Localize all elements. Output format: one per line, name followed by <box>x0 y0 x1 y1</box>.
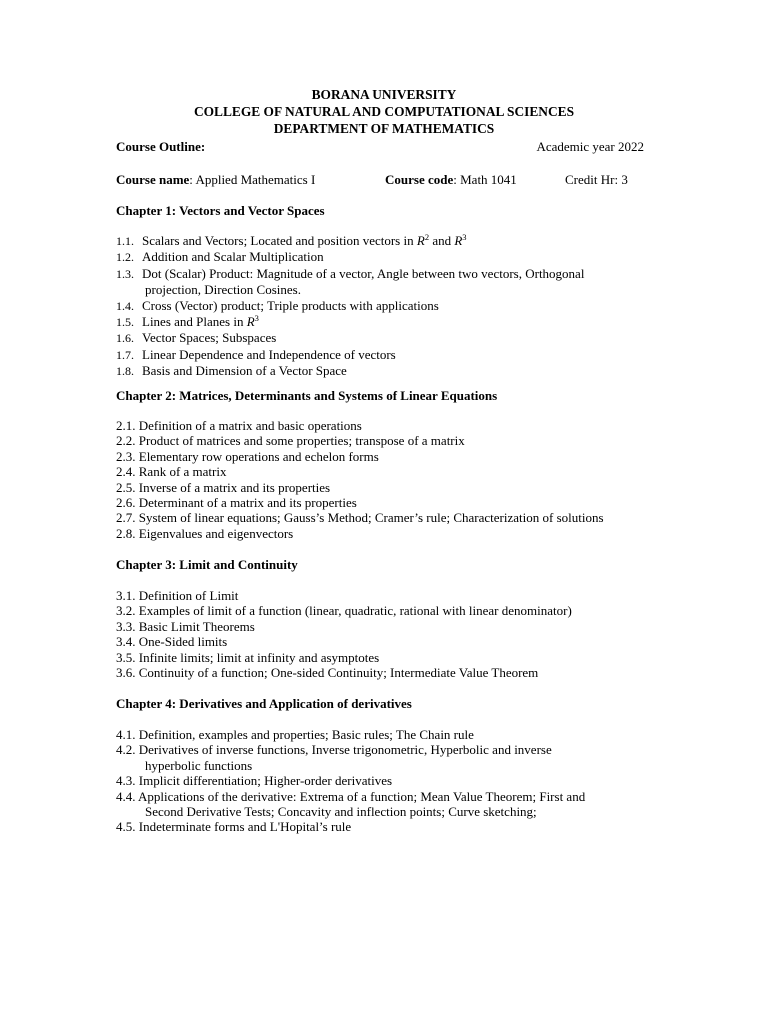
list-item: 4.2. Derivatives of inverse functions, Inverse trigonometric, Hyperbolic and inverse hyperbolic functions <box>116 742 552 773</box>
list-item: 4.1. Definition, examples and properties; Basic rules; The Chain rule <box>116 727 474 742</box>
list-item: 1.2. Addition and Scalar Multiplication <box>116 249 324 265</box>
list-item: 2.2. Product of matrices and some properties; transpose of a matrix <box>116 433 465 449</box>
list-item: 3.3. Basic Limit Theorems <box>116 618 255 634</box>
course-code-label: Course code <box>385 172 454 187</box>
list-item: 3.5. Infinite limits; limit at infinity and asymptotes <box>116 649 380 665</box>
course-code <box>385 172 517 187</box>
list-item: 2.6. Determinant of a matrix and its properties <box>116 495 357 511</box>
chapter-1-list <box>116 233 584 380</box>
chapter-4-title: Chapter 4: Derivatives and Application of derivatives <box>116 696 412 711</box>
course-code-value: : Math 1041 <box>453 172 517 187</box>
list-item: 4.3. Implicit differentiation; Higher-order derivatives <box>116 773 393 789</box>
list-item: 1.6. Vector Spaces; Subspaces <box>116 330 277 346</box>
list-item: 2.7. System of linear equations; Gauss’s Method; Cramer’s rule; Characterization of solutions <box>116 510 604 526</box>
list-item: 3.1. Definition of Limit <box>116 588 239 603</box>
list-item: 1.7. Linear Dependence and Independence of vectors <box>116 346 396 362</box>
course-name-value: : Applied Mathematics I <box>189 172 316 187</box>
list-item: 2.4. Rank of a matrix <box>116 464 227 480</box>
chapter-4-list <box>116 727 585 835</box>
list-item: 2.5. Inverse of a matrix and its properties <box>116 479 331 495</box>
chapter-3-title: Chapter 3: Limit and Continuity <box>116 557 298 572</box>
chapter-2-title: Chapter 2: Matrices, Determinants and Systems of Linear Equations <box>116 388 498 403</box>
department-name: DEPARTMENT OF MATHEMATICS <box>273 121 495 136</box>
list-item: 3.2. Examples of limit of a function (linear, quadratic, rational with linear denominator) <box>116 603 572 619</box>
list-item: 1.3. Dot (Scalar) Product: Magnitude of a vector, Angle between two vectors, Orthogonal projection, Direction Cosines. <box>116 265 585 298</box>
academic-year: Academic year 2022 <box>536 139 644 154</box>
list-item: 3.4. One-Sided limits <box>116 634 228 650</box>
list-item: 1.1. Scalars and Vectors; Located and position vectors in $R^2$ and $R^3$ <box>116 232 467 248</box>
credit-hours: Credit Hr: 3 <box>565 172 628 187</box>
course-outline-label: Course Outline: <box>116 139 206 154</box>
course-name <box>116 172 315 187</box>
list-item: 1.8. Basis and Dimension of a Vector Space <box>116 363 347 379</box>
list-item: 1.5. Lines and Planes in $R^3$ <box>116 313 259 330</box>
chapter-1-title: Chapter 1: Vectors and Vector Spaces <box>116 203 325 218</box>
chapter-2-list <box>116 418 604 541</box>
list-item: 4.4. Applications of the derivative: Extrema of a function; Mean Value Theorem; First and Second Derivative Tests; Concavity and inflection points; Curve sketching; <box>116 788 586 820</box>
course-name-label: Course name <box>116 172 190 187</box>
list-item: 4.5. Indeterminate forms and L'Hopital’s rule <box>116 819 352 835</box>
list-item: 1.4. Cross (Vector) product; Triple products with applications <box>116 297 439 313</box>
list-item: 2.8. Eigenvalues and eigenvectors <box>116 525 294 541</box>
list-item: 2.3. Elementary row operations and echelon forms <box>116 448 379 464</box>
list-item: 2.1. Definition of a matrix and basic operations <box>116 418 362 433</box>
university-name: BORANA UNIVERSITY <box>311 87 457 102</box>
college-name: COLLEGE OF NATURAL AND COMPUTATIONAL SCIENCES <box>193 104 575 119</box>
list-item: 3.6. Continuity of a function; One-sided Continuity; Intermediate Value Theorem <box>116 665 539 681</box>
chapter-3-list <box>116 588 572 680</box>
